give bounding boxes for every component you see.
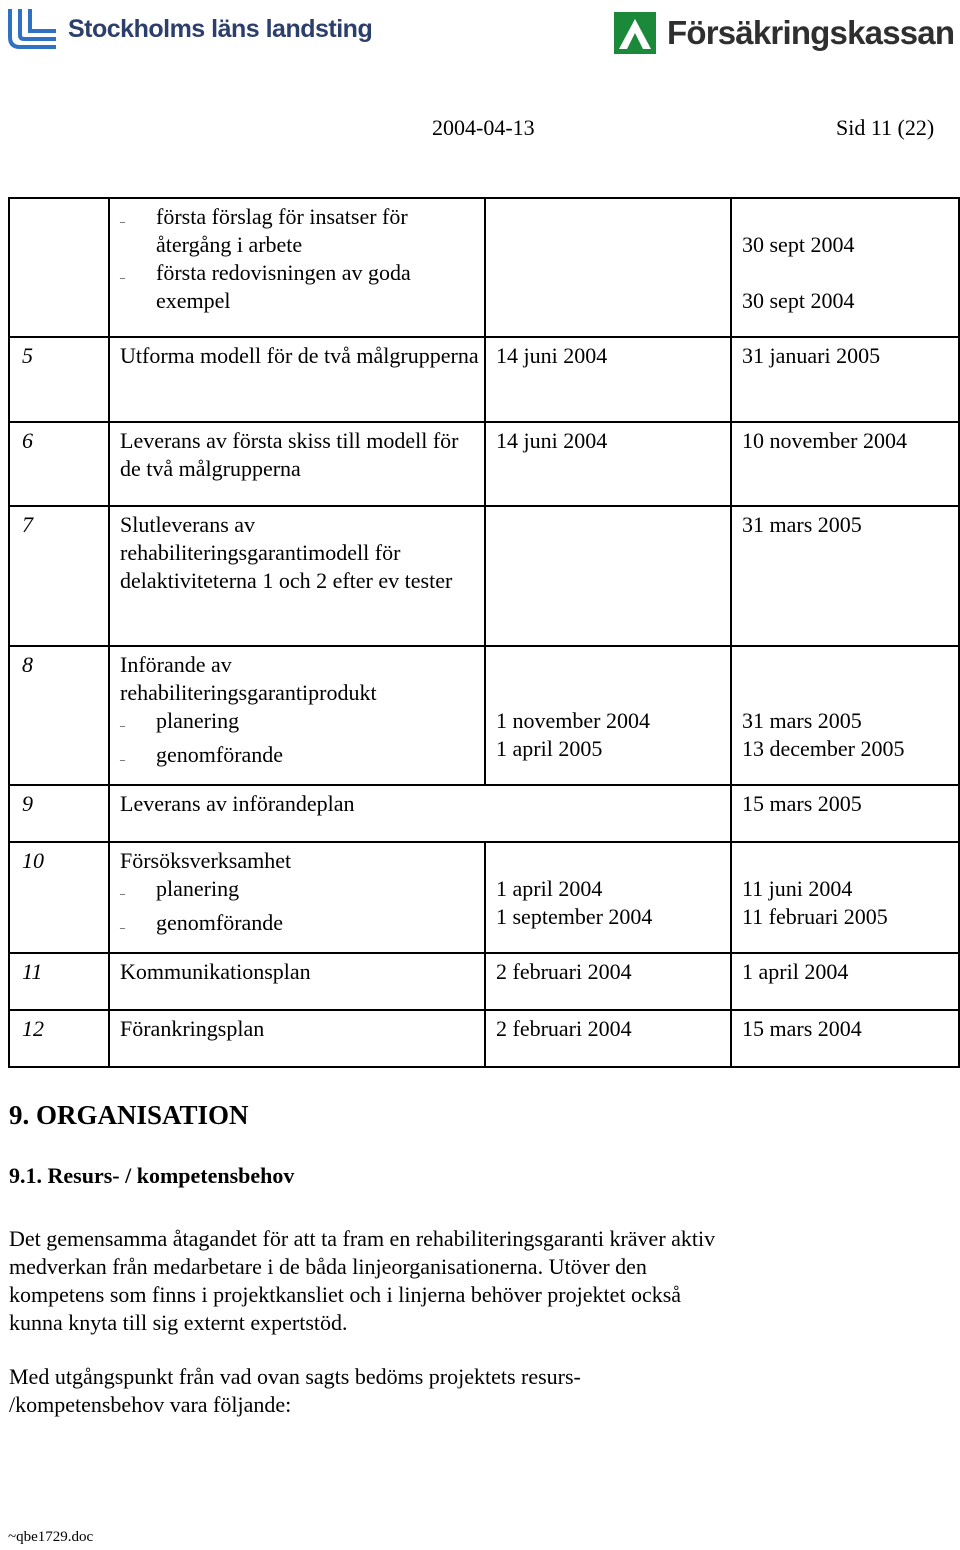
document-date: 2004-04-13 [432,115,535,140]
table-row [9,785,959,842]
row-number: 11 [9,953,109,1010]
start-date-cell [485,198,731,337]
fk-logo-icon [613,11,657,55]
end-date-cell: 1 april 2004 [731,953,959,1010]
bullet-item: – planering [120,708,240,733]
subsection-title: 9.1. Resurs- / kompetensbehov [9,1163,295,1188]
start-date-cell: 1 november 2004 1 april 2005 [485,646,731,785]
sll-logo-text: Stockholms läns landsting [68,14,373,43]
end-date-cell: 15 mars 2005 [731,785,959,842]
footer-filename: ~qbe1729.doc [8,1529,94,1545]
row-number: 12 [9,1010,109,1067]
bullet-item: – genomförande [120,742,284,767]
row-number: 5 [9,337,109,422]
bullet-item: – genomförande [120,910,284,935]
fk-logo-text: Försäkringskassan [667,14,955,51]
end-date-cell: 11 juni 2004 11 februari 2005 [731,842,959,953]
table-row [9,953,959,1010]
activity-cell: Införande av rehabiliteringsgarantiprodukt – planering – genomförande [109,646,485,785]
fk-logo [613,8,954,58]
bullet-item: – första förslag för insatser för återgång i arbete [120,204,408,257]
sll-logo [4,4,372,54]
end-date-cell: 31 januari 2005 [731,337,959,422]
end-date-cell: 10 november 2004 [731,422,959,506]
row-number [9,198,109,337]
table-row [9,842,959,953]
start-date-cell [485,785,731,842]
table-row [9,422,959,506]
activity-cell: Kommunikationsplan [109,953,485,1010]
end-date-cell: 30 sept 2004 30 sept 2004 [731,198,959,337]
activity-cell: Leverans av införandeplan [109,785,485,842]
activity-cell: Förankringsplan [109,1010,485,1067]
table-row [9,646,959,785]
row-number: 7 [9,506,109,646]
row-number: 9 [9,785,109,842]
bullet-item: – första redovisningen av goda exempel [120,260,411,313]
row-number: 6 [9,422,109,506]
body-paragraph: Med utgångspunkt från vad ovan sagts bedöms projektets resurs- /kompetensbehov vara följande: [9,1364,581,1417]
activity-cell: Försöksverksamhet – planering – genomförande [109,842,485,953]
start-date-cell: 14 juni 2004 [485,337,731,422]
section-title: 9. ORGANISATION [9,1100,249,1130]
table-row [9,506,959,646]
start-date-cell: 2 februari 2004 [485,1010,731,1067]
table-row [9,337,959,422]
schedule-table [8,197,960,1068]
activity-cell: Utforma modell för de två målgrupperna [109,337,485,422]
bullet-item: – planering [120,876,240,901]
activity-cell [109,198,485,337]
table-row [9,198,959,337]
start-date-cell: 1 april 2004 1 september 2004 [485,842,731,953]
row-number: 8 [9,646,109,785]
start-date-cell [485,506,731,646]
body-paragraph: Det gemensamma åtagandet för att ta fram en rehabiliteringsgaranti kräver aktiv medverkan från medarbetare i de båda linjeorganisationerna. Utöver den kompetens som finns i projektkansliet och i linjerna behöver projektet också kunna knyta till sig externt expertstöd. [9,1226,716,1335]
row-number: 10 [9,842,109,953]
activity-cell: Leverans av första skiss till modell för de två målgrupperna [109,422,485,506]
start-date-cell: 14 juni 2004 [485,422,731,506]
activity-cell: Slutleverans av rehabiliteringsgarantimodell för delaktiviteterna 1 och 2 efter ev tester [109,506,485,646]
start-date-cell: 2 februari 2004 [485,953,731,1010]
end-date-cell: 31 mars 2005 13 december 2005 [731,646,959,785]
page-number: Sid 11 (22) [836,115,935,140]
end-date-cell: 31 mars 2005 [731,506,959,646]
end-date-cell: 15 mars 2004 [731,1010,959,1067]
sll-logo-icon [4,7,60,51]
table-row [9,1010,959,1067]
